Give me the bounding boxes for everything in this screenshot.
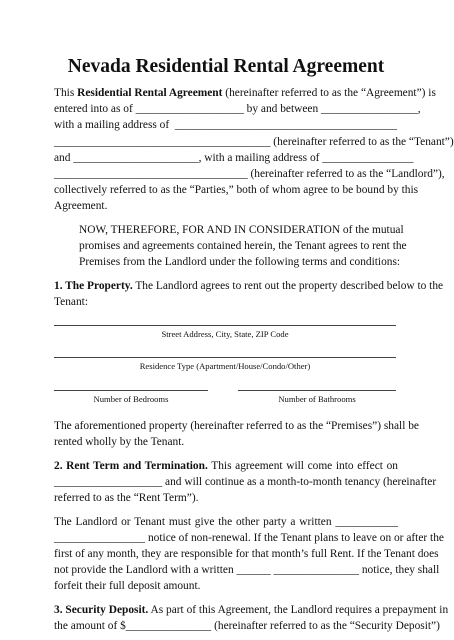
residence-type-field-line[interactable] <box>54 357 396 358</box>
property-line-1-text: The Landlord agrees to rent out the property described below to the <box>132 280 444 292</box>
bathrooms-field-line[interactable] <box>238 390 396 391</box>
term-line-1 <box>54 458 398 474</box>
intro-line-6: __________________________________ (hereinafter referred to as the “Landlord”), <box>54 168 445 180</box>
notice-line-1: The Landlord or Tenant must give the other party a written ___________ <box>54 516 398 528</box>
term-line-2: ___________________ and will continue as a month-to-month tenancy (hereinafter <box>54 476 437 488</box>
residence-type-caption: Residence Type (Apartment/House/Condo/Other) <box>139 361 311 371</box>
deposit-line-2: the amount of $_______________ (hereinafter referred to as the “Security Deposit”) <box>54 620 440 632</box>
notice-line-3: first of any month, they are responsible for that month’s full Rent. If the Tenant does <box>54 548 439 560</box>
notice-line-5: forfeit their full deposit amount. <box>54 580 201 592</box>
deposit-line-1-text: As part of this Agreement, the Landlord requires a prepayment in <box>148 604 449 616</box>
intro-line-3: with a mailing address of _______________________________________ <box>54 119 397 131</box>
bedrooms-caption: Number of Bedrooms <box>93 394 169 404</box>
intro-line-2: entered into as of ___________________ by and between _________________, <box>54 103 421 115</box>
agreement-name-bold: Residential Rental Agreement <box>77 87 223 99</box>
intro-line-7: collectively referred to as the “Parties,” both of whom agree to be bound by this <box>54 184 419 196</box>
property-line-1 <box>54 278 444 294</box>
intro-line-1-post: (hereinafter referred to as the “Agreement”) is <box>222 87 436 99</box>
deposit-line-1 <box>54 602 449 618</box>
intro-line-5: and ______________________, with a mailing address of ________________ <box>54 152 414 164</box>
address-caption: Street Address, City, State, ZIP Code <box>161 329 289 339</box>
premises-line-1: The aforementioned property (hereinafter referred to as the “Premises”) shall be <box>54 420 419 432</box>
property-line-2: Tenant: <box>54 296 88 308</box>
intro-line-1 <box>54 85 436 101</box>
property-heading: 1. The Property. <box>54 280 133 292</box>
address-field-line[interactable] <box>54 325 396 326</box>
document-title: Nevada Residential Rental Agreement <box>67 56 385 77</box>
deposit-heading: 3. Security Deposit. <box>54 604 149 616</box>
bathrooms-caption: Number of Bathrooms <box>278 394 356 404</box>
notice-line-4: not provide the Landlord with a written ______ _______________ notice, they shall <box>54 564 440 576</box>
bedrooms-field-line[interactable] <box>54 390 208 391</box>
term-line-3: referred to as the “Rent Term”). <box>54 492 199 504</box>
intro-line-4: ______________________________________ (hereinafter referred to as the “Tenant”) <box>54 136 454 148</box>
whereas-line-1: NOW, THEREFORE, FOR AND IN CONSIDERATION of the mutual <box>79 224 404 236</box>
whereas-line-3: Premises from the Landlord under the following terms and conditions: <box>79 256 401 268</box>
term-heading: 2. Rent Term and Termination. <box>54 460 208 472</box>
premises-line-2: rented wholly by the Tenant. <box>54 436 185 448</box>
term-line-1-text: This agreement will come into effect on <box>207 460 398 472</box>
whereas-line-2: promises and agreements contained herein, the Tenant agrees to rent the <box>79 240 407 252</box>
intro-line-8: Agreement. <box>54 200 108 212</box>
notice-line-2: ________________ notice of non-renewal. If the Tenant plans to leave on or after the <box>54 532 444 544</box>
intro-line-1-pre: This <box>54 87 78 99</box>
